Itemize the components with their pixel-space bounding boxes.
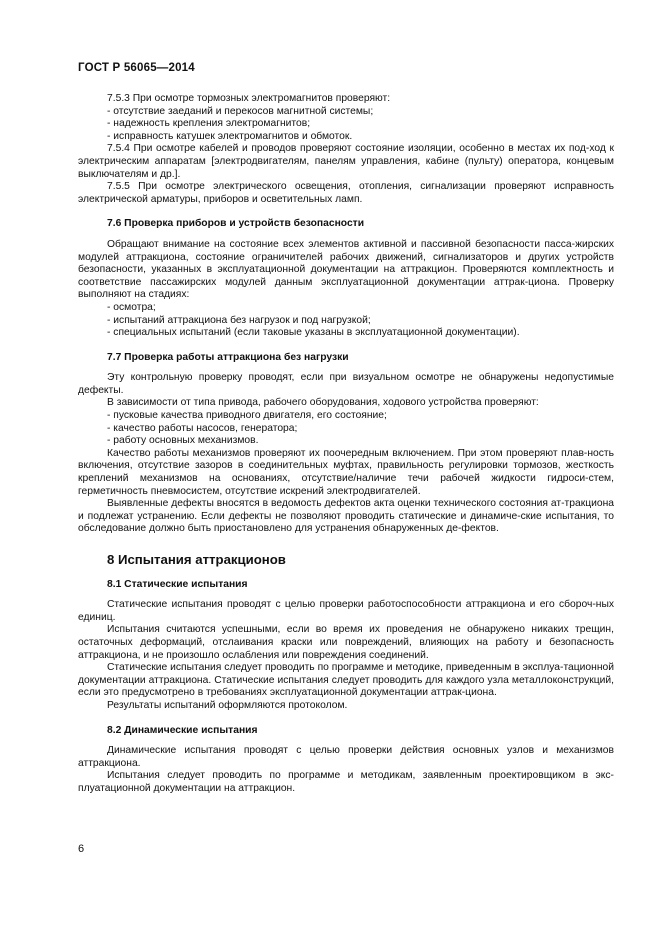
list-item: - осмотра; <box>107 301 156 313</box>
document-header: ГОСТ Р 56065—2014 <box>78 62 195 74</box>
list-item: - специальных испытаний (если таковые указаны в эксплуатационной документации). <box>107 327 520 339</box>
paragraph: 7.5.4 При осмотре кабелей и проводов проверяют состояние изоляции, особенно в местах их под-ход к электрическим аппаратам [электродвигателям, панелям управления, кабине (пульту) оператора, концевым выключателям и др.]. <box>78 143 614 180</box>
list-item: - пусковые качества приводного двигателя, его состояние; <box>107 410 387 422</box>
subsection-heading: 8.1 Статические испытания <box>107 578 248 590</box>
list-item: - надежность крепления электромагнитов; <box>107 118 311 130</box>
subsection-heading: 7.6 Проверка приборов и устройств безопасности <box>107 218 365 230</box>
paragraph: Эту контрольную проверку проводят, если при визуальном осмотре не обнаружены недопустимые дефекты. <box>78 372 614 396</box>
page-number: 6 <box>78 843 85 855</box>
paragraph: Результаты испытаний оформляются протоколом. <box>107 699 348 711</box>
paragraph: Динамические испытания проводят с целью проверки действия основных узлов и механизмов аттракциона. <box>78 745 614 769</box>
subsection-heading: 7.7 Проверка работы аттракциона без нагрузки <box>107 351 349 363</box>
paragraph: Качество работы механизмов проверяют их поочередным включением. При этом проверяют плав-ность включения, отсутствие зазоров в соединительных муфтах, правильность регулировки тормозов, жесткость креплений механизмов на основаниях, отсутствие/наличие течи рабочей жидкости гидроси-стем, герметичность пневмосистем, отсутствие искрений электродвигателей. <box>78 447 614 497</box>
subsection-heading: 8.2 Динамические испытания <box>107 724 258 736</box>
paragraph: 7.5.3 При осмотре тормозных электромагнитов проверяют: <box>107 93 391 104</box>
paragraph: 7.5.5 При осмотре электрического освещения, отопления, сигнализации проверяют исправность электрической арматуры, приборов и осветительных ламп. <box>78 181 614 205</box>
list-item: - испытаний аттракциона без нагрузок и под нагрузкой; <box>107 314 371 326</box>
list-item: - качество работы насосов, генератора; <box>107 422 298 434</box>
paragraph: Испытания считаются успешными, если во время их проведения не обнаружено никаких трещин, остаточных деформаций, отслаивания краски или повреждений, влияющих на работу и безопасность аттракциона, и не произошло ослабления или повреждения соединений. <box>78 624 614 661</box>
list-item: - исправность катушек электромагнитов и обмоток. <box>107 130 353 142</box>
list-item: - работу основных механизмов. <box>107 435 259 447</box>
document-body <box>78 93 614 796</box>
paragraph: Испытания следует проводить по программе и методикам, заявленным проектировщиком в экс-плуатационной документации на аттракцион. <box>78 770 614 794</box>
list-item: - отсутствие заеданий и перекосов магнитной системы; <box>107 105 374 117</box>
paragraph: Выявленные дефекты вносятся в ведомость дефектов акта оценки технического состояния ат-тракциона и подлежат устранению. Если дефекты не позволяют проводить статические и динамиче-ские испытания, то обследование должно быть приостановлено для устранения обнаруженных де-фектов. <box>78 498 614 535</box>
paragraph: Статические испытания следует проводить по программе и методике, приведенным в эксплуа-тационной документации аттракциона. Статические испытания следует проводить для каждого узла металлоконструкций, если это предусмотрено в требованиях эксплуатационной документации аттрак-циона. <box>78 662 614 699</box>
paragraph: Обращают внимание на состояние всех элементов активной и пассивной безопасности пасса-жирских модулей аттракциона, состояние ограничителей рабочих движений, сигнализаторов и других устройств безопасности, указанных в эксплуатационной документации на аттракцион. Проверяются комплектность и соответствие пассажирских модулей данным эксплуатационной документации аттрак-циона. Проверку выполняют на стадиях: <box>78 238 614 301</box>
paragraph: Статические испытания проводят с целью проверки работоспособности аттракциона и его сбороч-ных единиц. <box>78 599 614 623</box>
paragraph: В зависимости от типа привода, рабочего оборудования, ходового устройства проверяют: <box>107 397 539 409</box>
section-heading: 8 Испытания аттракционов <box>107 552 286 567</box>
